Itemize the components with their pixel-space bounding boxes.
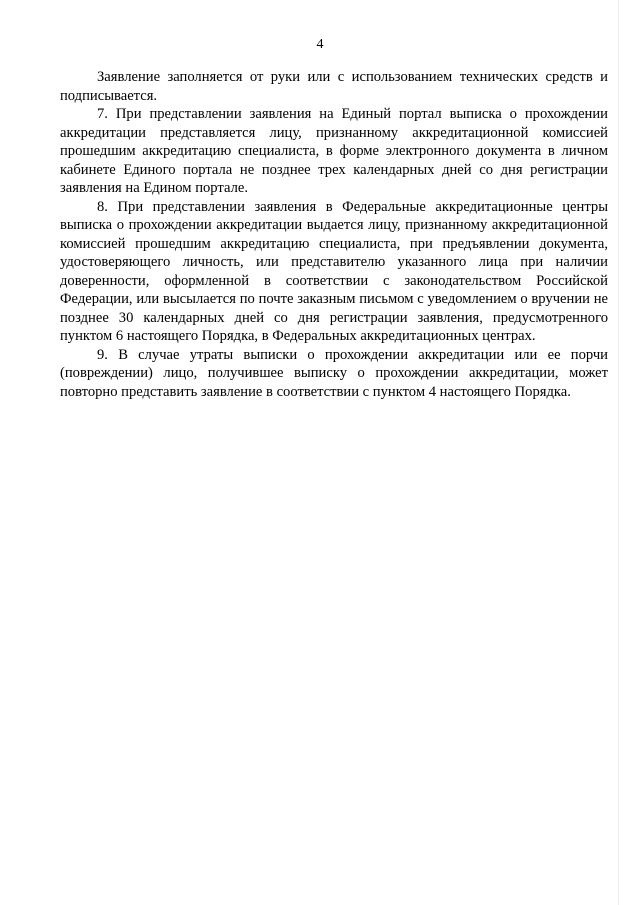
scan-margin-line: [618, 0, 619, 905]
paragraph-item-7: 7. При представлении заявления на Единый портал выписка о прохождении аккредитации представляется лицу, признанному аккредитационной комиссией прошедшим аккредитацию специалиста, в форме электронного документа в личном кабинете Единого портала не позднее трех календарных дней со дня регистрации заявления на Едином портале.: [60, 106, 608, 196]
page-number: 4: [316, 37, 324, 52]
paragraph-application-filling: Заявление заполняется от руки или с использованием технических средств и подписывается.: [60, 69, 608, 104]
paragraph-item-9: 9. В случае утраты выписки о прохождении аккредитации или ее порчи (повреждении) лицо, получившее выписку о прохождении аккредитации, может повторно представить заявление в соответствии с пунктом 4 настоящего Порядка.: [60, 346, 608, 400]
document-body: [60, 68, 608, 401]
paragraph-item-8: 8. При представлении заявления в Федеральные аккредитационные центры выписка о прохождении аккредитации выдается лицу, признанному аккредитационной комиссией прошедшим аккредитацию специалиста, при предъявлении документа, удостоверяющего личность, или представителю указанного лица при наличии доверенности, оформленной в соответствии с законодательством Российской Федерации, или высылается по почте заказным письмом с уведомлением о вручении не позднее 30 календарных дней со дня регистрации заявления, предусмотренного пунктом 6 настоящего Порядка, в Федеральных аккредитационных центрах.: [60, 198, 608, 344]
